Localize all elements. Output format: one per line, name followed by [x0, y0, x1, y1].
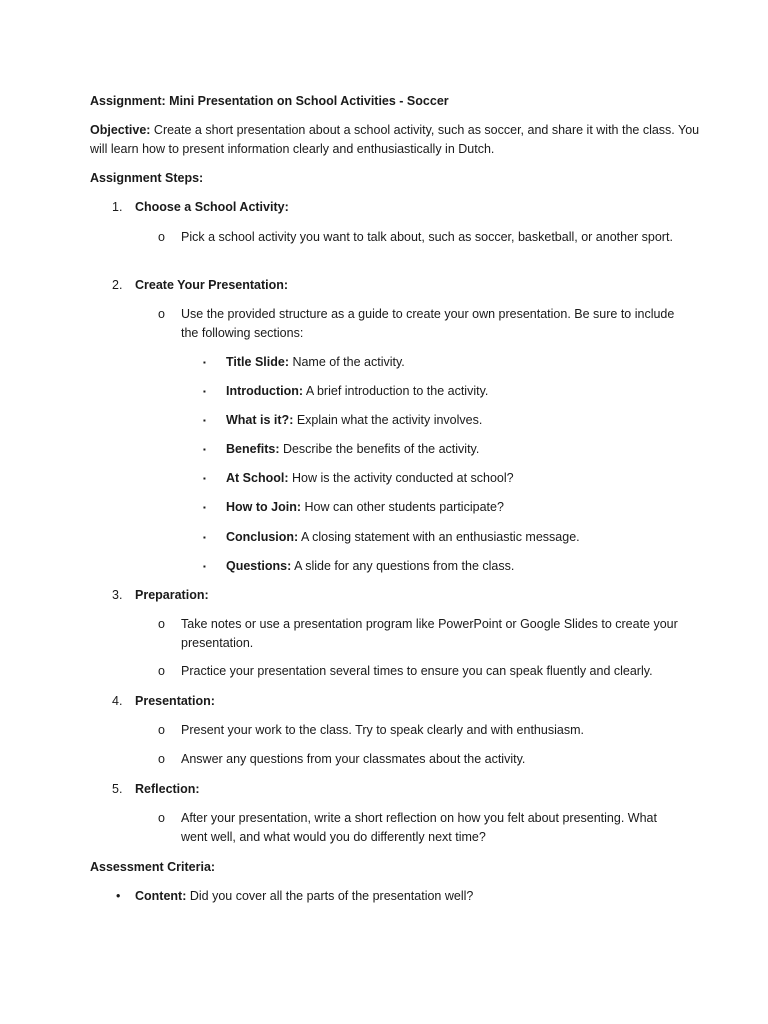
section-item-what-is-it	[203, 411, 683, 430]
step3-item	[158, 615, 678, 653]
section-label: What is it?:	[226, 413, 294, 427]
section-label: Benefits:	[226, 442, 280, 456]
square-bullet-icon: ▪	[203, 562, 206, 571]
step-number: 5.	[112, 782, 123, 796]
step-label: Presentation:	[135, 694, 215, 708]
objective-paragraph	[90, 121, 700, 159]
square-bullet-icon: ▪	[203, 358, 206, 367]
square-bullet-icon: ▪	[203, 445, 206, 454]
step3-item-text: Take notes or use a presentation program like PowerPoint or Google Slides to create your presentation.	[181, 617, 678, 650]
step-5	[112, 780, 672, 799]
section-item-introduction	[203, 382, 683, 401]
section-label: Conclusion:	[226, 530, 299, 544]
step4-item-text: Present your work to the class. Try to speak clearly and with enthusiasm.	[181, 723, 584, 737]
circle-bullet-icon: o	[158, 307, 165, 321]
circle-bullet-icon: o	[158, 723, 165, 737]
section-label: At School:	[226, 471, 289, 485]
objective-text: Create a short presentation about a school activity, such as soccer, and share it with the class. You will learn how to present information clearly and enthusiastically in Dutch.	[90, 123, 700, 156]
document-title: Assignment: Mini Presentation on School Activities - Soccer	[90, 94, 449, 108]
step-number: 2.	[112, 278, 123, 292]
section-item-questions	[203, 557, 683, 576]
step-1	[112, 198, 672, 217]
step4-item	[158, 750, 678, 769]
step-number: 3.	[112, 588, 123, 602]
section-label: How to Join:	[226, 500, 301, 514]
step5-item	[158, 809, 678, 847]
section-label: Title Slide:	[226, 355, 289, 369]
square-bullet-icon: ▪	[203, 387, 206, 396]
section-label: Introduction:	[226, 384, 304, 398]
circle-bullet-icon: o	[158, 664, 165, 678]
circle-bullet-icon: o	[158, 752, 165, 766]
square-bullet-icon: ▪	[203, 503, 206, 512]
section-label: Questions:	[226, 559, 292, 573]
step1-item-text: Pick a school activity you want to talk about, such as soccer, basketball, or another sport.	[181, 230, 673, 244]
step4-item	[158, 721, 678, 740]
circle-bullet-icon: o	[158, 230, 165, 244]
section-item-title-slide	[203, 353, 683, 372]
section-text: Describe the benefits of the activity.	[279, 442, 480, 456]
step2-item	[158, 305, 678, 343]
square-bullet-icon: ▪	[203, 533, 206, 542]
section-text: A slide for any questions from the class.	[291, 559, 515, 573]
criteria-label: Content:	[135, 889, 187, 903]
section-text: How is the activity conducted at school?	[288, 471, 514, 485]
assessment-heading: Assessment Criteria:	[90, 860, 216, 874]
section-text: Explain what the activity involves.	[293, 413, 483, 427]
circle-bullet-icon: o	[158, 811, 165, 825]
square-bullet-icon: ▪	[203, 474, 206, 483]
section-item-conclusion	[203, 528, 683, 547]
step-2	[112, 276, 672, 295]
step-label: Reflection:	[135, 782, 200, 796]
circle-bullet-icon: o	[158, 617, 165, 631]
section-text: How can other students participate?	[301, 500, 504, 514]
step-number: 4.	[112, 694, 123, 708]
section-text: A closing statement with an enthusiastic message.	[298, 530, 580, 544]
steps-heading: Assignment Steps:	[90, 171, 204, 185]
step2-item-text: Use the provided structure as a guide to create your own presentation. Be sure to include the following sections:	[181, 307, 675, 340]
criteria-text: Did you cover all the parts of the presentation well?	[186, 889, 474, 903]
step-label: Create Your Presentation:	[135, 278, 289, 292]
step-number: 1.	[112, 200, 123, 214]
section-item-at-school	[203, 469, 683, 488]
step-4	[112, 692, 672, 711]
step-label: Preparation:	[135, 588, 209, 602]
step-label: Choose a School Activity:	[135, 200, 289, 214]
step3-item	[158, 662, 678, 681]
bullet-icon: •	[116, 889, 121, 903]
objective-label: Objective:	[90, 123, 151, 137]
step-3	[112, 586, 672, 605]
section-text: Name of the activity.	[288, 355, 405, 369]
step3-item-text: Practice your presentation several times to ensure you can speak fluently and clearly.	[181, 664, 653, 678]
step5-item-text: After your presentation, write a short reflection on how you felt about presenting. What went well, and what would you do differently next time?	[181, 811, 657, 844]
section-item-benefits	[203, 440, 683, 459]
square-bullet-icon: ▪	[203, 416, 206, 425]
section-item-how-to-join	[203, 498, 683, 517]
step1-item	[158, 228, 678, 247]
criteria-item-content	[116, 887, 676, 906]
section-text: A brief introduction to the activity.	[303, 384, 489, 398]
step4-item-text: Answer any questions from your classmates about the activity.	[181, 752, 526, 766]
